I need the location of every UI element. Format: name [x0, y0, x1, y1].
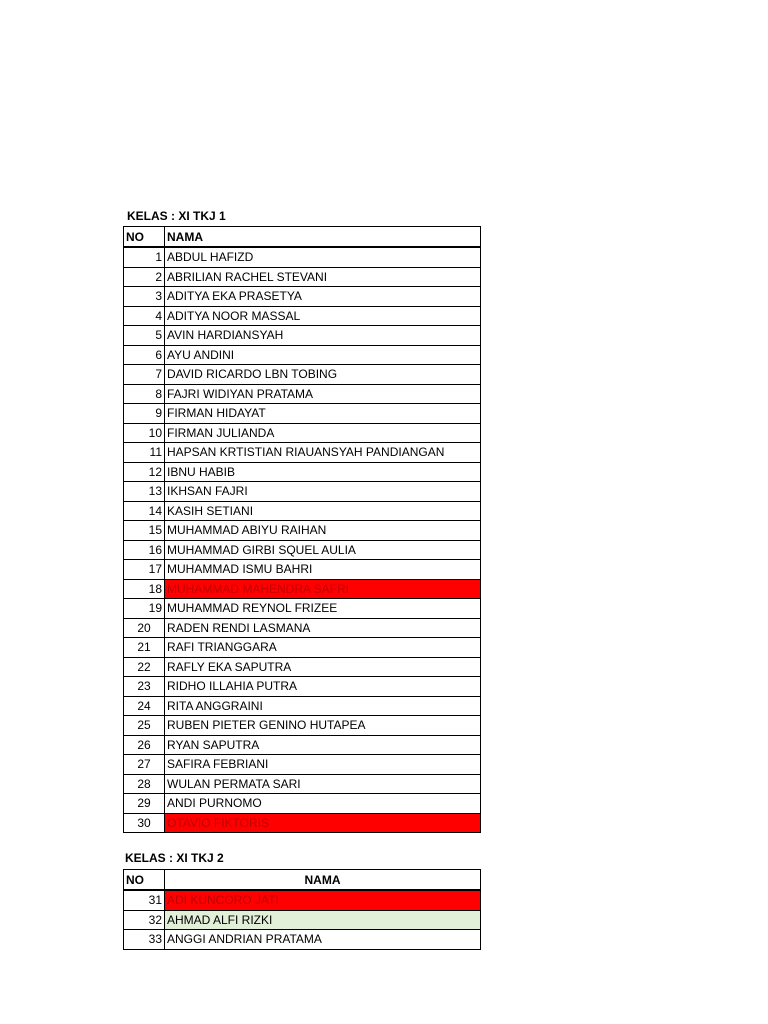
table-row-highlighted [124, 813, 481, 833]
student-name: DAVID RICARDO LBN TOBING [165, 365, 481, 385]
student-name: RAFLY EKA SAPUTRA [165, 657, 481, 677]
table-row [124, 735, 481, 755]
table-row [124, 618, 481, 638]
student-name: FIRMAN HIDAYAT [165, 404, 481, 424]
row-number: 30 [124, 813, 165, 833]
row-number: 28 [124, 774, 165, 794]
row-number: 14 [124, 501, 165, 521]
row-number: 9 [124, 404, 165, 424]
student-name: RADEN RENDI LASMANA [165, 618, 481, 638]
row-number: 6 [124, 345, 165, 365]
student-name: ANGGI ANDRIAN PRATAMA [165, 930, 481, 950]
table-row [124, 404, 481, 424]
student-name: HAPSAN KRTISTIAN RIAUANSYAH PANDIANGAN [165, 443, 481, 463]
student-name: AHMAD ALFI RIZKI [165, 910, 481, 930]
table-row [124, 638, 481, 658]
student-name: ABDUL HAFIZD [165, 247, 481, 267]
student-name: MUHAMMAD GIRBI SQUEL AULIA [165, 540, 481, 560]
row-number: 23 [124, 677, 165, 697]
row-number: 21 [124, 638, 165, 658]
table-row [124, 326, 481, 346]
table-row [124, 501, 481, 521]
row-number: 27 [124, 755, 165, 775]
student-name: RITA ANGGRAINI [165, 696, 481, 716]
row-number: 1 [124, 247, 165, 267]
row-number: 10 [124, 423, 165, 443]
student-name: RAFI TRIANGGARA [165, 638, 481, 658]
table-row [124, 462, 481, 482]
class2-table [123, 869, 481, 950]
student-name: ADITYA EKA PRASETYA [165, 287, 481, 307]
table-row [124, 599, 481, 619]
table-row [124, 287, 481, 307]
table-row [124, 443, 481, 463]
class2-header-row [124, 870, 481, 891]
student-name: RYAN SAPUTRA [165, 735, 481, 755]
row-number: 5 [124, 326, 165, 346]
row-number: 2 [124, 267, 165, 287]
row-number: 25 [124, 716, 165, 736]
row-number: 8 [124, 384, 165, 404]
row-number: 18 [124, 579, 165, 599]
student-name: MUHAMMAD ABIYU RAIHAN [165, 521, 481, 541]
column-header-no: NO [124, 227, 165, 248]
row-number: 26 [124, 735, 165, 755]
student-name: FAJRI WIDIYAN PRATAMA [165, 384, 481, 404]
table-row [124, 930, 481, 950]
table-row [124, 560, 481, 580]
student-name: ANDI PURNOMO [165, 794, 481, 814]
student-name: SAFIRA FEBRIANI [165, 755, 481, 775]
student-name: ADI KUNCORO JATI [165, 890, 481, 910]
row-number: 33 [124, 930, 165, 950]
student-name: IKHSAN FAJRI [165, 482, 481, 502]
table-row [124, 774, 481, 794]
class2-title: KELAS : XI TKJ 2 [125, 851, 224, 865]
row-number: 3 [124, 287, 165, 307]
row-number: 32 [124, 910, 165, 930]
class1-header-row [124, 227, 481, 248]
student-name: IBNU HABIB [165, 462, 481, 482]
column-header-no: NO [124, 870, 165, 891]
student-name: FIRMAN JULIANDA [165, 423, 481, 443]
table-row [124, 794, 481, 814]
student-name: AYU ANDINI [165, 345, 481, 365]
row-number: 29 [124, 794, 165, 814]
row-number: 16 [124, 540, 165, 560]
table-row [124, 247, 481, 267]
student-name: MUHAMMAD MAHENDRA SAFRI [165, 579, 481, 599]
table-row [124, 755, 481, 775]
student-name: WULAN PERMATA SARI [165, 774, 481, 794]
row-number: 4 [124, 306, 165, 326]
row-number: 7 [124, 365, 165, 385]
row-number: 22 [124, 657, 165, 677]
table-row [124, 423, 481, 443]
student-name: MUHAMMAD ISMU BAHRI [165, 560, 481, 580]
table-row-highlighted [124, 890, 481, 910]
column-header-name: NAMA [165, 227, 481, 248]
column-header-name: NAMA [165, 870, 481, 891]
row-number: 31 [124, 890, 165, 910]
row-number: 12 [124, 462, 165, 482]
table-row [124, 482, 481, 502]
row-number: 24 [124, 696, 165, 716]
class1-table [123, 226, 481, 833]
row-number: 13 [124, 482, 165, 502]
table-row [124, 267, 481, 287]
class1-title: KELAS : XI TKJ 1 [127, 209, 226, 223]
table-row [124, 540, 481, 560]
student-name: RUBEN PIETER GENINO HUTAPEA [165, 716, 481, 736]
row-number: 17 [124, 560, 165, 580]
table-row [124, 306, 481, 326]
row-number: 19 [124, 599, 165, 619]
table-row [124, 365, 481, 385]
table-row [124, 384, 481, 404]
table-row [124, 677, 481, 697]
table-row [124, 716, 481, 736]
student-name: ADITYA NOOR MASSAL [165, 306, 481, 326]
student-name: KASIH SETIANI [165, 501, 481, 521]
student-name: MUHAMMAD REYNOL FRIZEE [165, 599, 481, 619]
student-name: ABRILIAN RACHEL STEVANI [165, 267, 481, 287]
row-number: 15 [124, 521, 165, 541]
row-number: 20 [124, 618, 165, 638]
row-number: 11 [124, 443, 165, 463]
table-row [124, 345, 481, 365]
table-row-highlighted [124, 579, 481, 599]
student-name: AVIN HARDIANSYAH [165, 326, 481, 346]
student-name: RIDHO ILLAHIA PUTRA [165, 677, 481, 697]
table-row [124, 696, 481, 716]
table-row-highlighted [124, 910, 481, 930]
table-row [124, 657, 481, 677]
student-name: OTAVIO FIKTORIS [165, 813, 481, 833]
table-row [124, 521, 481, 541]
